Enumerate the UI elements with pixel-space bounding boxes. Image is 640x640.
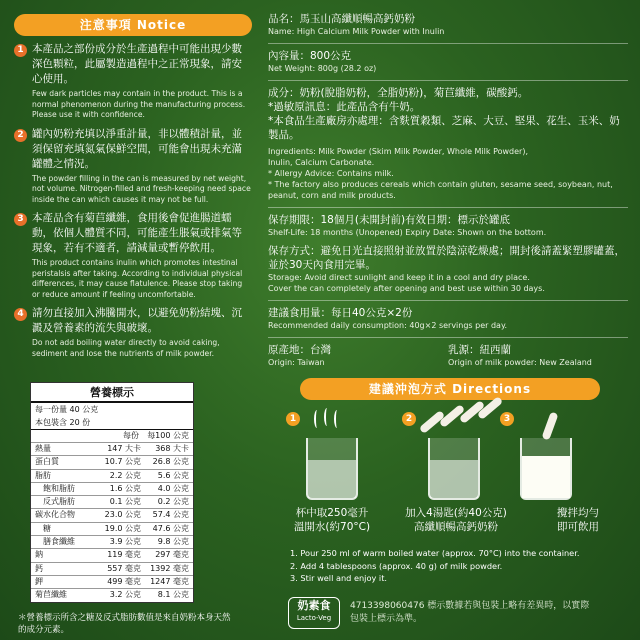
notice-text-en: This product contains inulin which promotes intestinal peristalsis after taking. According to individual physical differences, it may cause flatulence. Please stop taking or reduce amount if feeling uncomfortable. xyxy=(32,258,243,299)
allergy-info: *過敏原訊息：此產品含有牛奶。 xyxy=(268,101,421,113)
nutrient-name: 糖 xyxy=(43,523,51,533)
per-100g-value: 0.2 公克 xyxy=(157,497,189,507)
nutrition-row xyxy=(31,455,193,468)
nutrition-row xyxy=(31,562,193,575)
per-serving-value: 19.0 公克 xyxy=(104,523,141,533)
per-100g-value: 9.8 公克 xyxy=(157,537,189,547)
ingredients-en: Ingredients: Milk Powder (Skim Milk Powder, Whole Milk Powder), xyxy=(268,147,528,156)
step-number: 2 xyxy=(402,412,416,426)
step-1-line1: 杯中取250毫升 xyxy=(295,507,369,519)
shelf-life: 保存期限：18個月(未開封前)有效日期：標示於罐底 xyxy=(268,214,511,226)
glass-milk-icon xyxy=(520,438,572,500)
nutrition-row xyxy=(31,522,193,535)
ingredients-en-2: Inulin, Calcium Carbonate. xyxy=(268,158,375,167)
nutrition-title: 營養標示 xyxy=(31,383,193,403)
nutrient-name: 反式脂肪 xyxy=(43,497,75,507)
notice-title: 注意事項 Notice xyxy=(14,14,252,36)
step-2-line1: 加入4湯匙(約40公克) xyxy=(405,507,507,519)
step-3-line2: 即可飲用 xyxy=(557,521,599,533)
notice-number: 2 xyxy=(14,129,27,142)
per-100g-value: 5.6 公克 xyxy=(157,470,189,480)
per-serving-value: 0.1 公克 xyxy=(109,497,141,507)
per-serving-value: 3.2 公克 xyxy=(109,590,141,600)
nutrition-row xyxy=(31,535,193,548)
lacto-veg-badge xyxy=(288,597,340,629)
per-100g-value: 4.0 公克 xyxy=(157,483,189,493)
nutrient-name: 蛋白質 xyxy=(35,457,59,467)
nutrient-name: 鈉 xyxy=(35,550,43,560)
per-serving-value: 1.6 公克 xyxy=(109,483,141,493)
steam-icon xyxy=(324,408,330,426)
product-name: 品名：馬玉山高纖順暢高鈣奶粉 xyxy=(268,13,415,25)
nutrition-row xyxy=(31,469,193,482)
milk-source-en: Origin of milk powder: New Zealand xyxy=(448,358,592,367)
nutrition-row xyxy=(31,495,193,508)
storage: 保存方式：避免日光直接照射並放置於陰涼乾燥處；開封後請蓋緊塑膠罐蓋，並於30天內食用完畢。 xyxy=(268,245,625,271)
directions-steps xyxy=(278,506,630,534)
nutrient-name: 膳食纖維 xyxy=(43,537,75,547)
origin: 原產地：台灣 xyxy=(268,344,331,356)
badge-zh: 奶素食 xyxy=(297,599,331,612)
origin-block xyxy=(268,343,628,368)
step-number: 1 xyxy=(286,412,300,426)
nutrient-name: 飽和脂肪 xyxy=(43,483,75,493)
nutrient-name: 熱量 xyxy=(35,444,51,453)
nutrition-footnote: ＊營養標示所含之糖及反式脂肪數值是來自奶粉本身天然的成分元素。 xyxy=(18,613,231,635)
direction-en-2: 2. Add 4 tablespoons (approx. 40 g) of milk powder. xyxy=(290,560,503,571)
nutrient-name: 脂肪 xyxy=(35,470,51,480)
nutrient-name: 鉀 xyxy=(35,576,43,586)
steam-icon xyxy=(314,410,320,428)
notice-item xyxy=(14,211,252,300)
per-serving-value: 2.2 公克 xyxy=(109,470,141,480)
nutrition-row xyxy=(31,508,193,521)
nutrition-header xyxy=(31,429,193,442)
per-serving-value: 10.7 公克 xyxy=(104,457,141,467)
notice-text-zh: 請勿直接加入沸騰開水，以避免奶粉結塊、沉澱及營養素的流失與破壞。 xyxy=(32,307,242,334)
product-info xyxy=(268,12,628,368)
direction-en-3: 3. Stir well and enjoy it. xyxy=(290,573,388,583)
factory-en: * The factory also produces cereals which contain gluten, sesame seed, soybean, nut, peanut, corn and milk products. xyxy=(268,180,613,200)
per-100g-value: 1247 毫克 xyxy=(150,576,189,586)
notice-number: 4 xyxy=(14,308,27,321)
servings-per-pack: 本包裝含 20 份 xyxy=(35,418,91,427)
nutrient-name: 碳水化合物 xyxy=(35,510,75,520)
per-100g-value: 57.4 公克 xyxy=(152,510,189,520)
nutrient-name: 鈣 xyxy=(35,563,43,573)
per-serving-value: 119 毫克 xyxy=(107,550,141,560)
per-serving-value: 499 毫克 xyxy=(107,576,141,586)
glass-water-icon xyxy=(428,438,480,500)
glass-water-icon xyxy=(306,438,358,500)
nutrient-name: 菊苣纖維 xyxy=(35,590,67,600)
notice-text-en: Few dark particles may contain in the product. This is a normal phenomenon during the manufacturing process. Please use it with confidence. xyxy=(32,89,246,119)
per-100g-value: 1392 毫克 xyxy=(150,563,189,573)
net-weight-en: Net Weight: 800g (28.2 oz) xyxy=(268,64,377,73)
shelf-life-en: Shelf-Life: 18 months (Unopened) Expiry Date: Shown on the bottom. xyxy=(268,228,547,237)
directions-illustration xyxy=(278,408,630,518)
notice-item xyxy=(14,127,252,206)
daily-dose-en: Recommended daily consumption: 40g×2 servings per day. xyxy=(268,321,508,330)
origin-en: Origin: Taiwan xyxy=(268,358,325,367)
directions-en xyxy=(290,547,630,585)
nutrition-row xyxy=(31,575,193,588)
notice-text-zh: 本產品含有菊苣纖維，食用後會促進腸道蠕動，依個人體質不同，可能產生脹氣或排氣等現象，若有不適者，請減量或暫停飲用。 xyxy=(32,212,242,254)
nutrition-table xyxy=(30,382,194,603)
notice-number: 3 xyxy=(14,213,27,226)
storage-en-2: Cover the can completely after opening and best use within 30 days. xyxy=(268,284,545,293)
per-serving-header: 每份 xyxy=(123,431,139,440)
notice-number: 1 xyxy=(14,44,27,57)
notice-text-en: Do not add boiling water directly to avoid caking, sediment and lose the nutrients of milk powder. xyxy=(32,338,220,358)
allergy-en: * Allergy Advice: Contains milk. xyxy=(268,169,394,178)
factory-info: *本食品生產廠房亦處理：含麩質穀類、芝麻、大豆、堅果、花生、玉米、奶製品。 xyxy=(268,115,620,141)
disclaimer: 4713398060476 標示數據若與包裝上略有差異時，以實際包裝上標示為準。 xyxy=(350,601,590,624)
direction-en-1: 1. Pour 250 ml of warm boiled water (approx. 70°C) into the container. xyxy=(290,548,580,558)
notice-item xyxy=(14,306,252,359)
per-100g-value: 368 大卡 xyxy=(155,444,189,453)
per-100g-value: 26.8 公克 xyxy=(152,457,189,467)
per-100g-value: 8.1 公克 xyxy=(157,590,189,600)
nutrition-row xyxy=(31,588,193,601)
per-serving-value: 23.0 公克 xyxy=(104,510,141,520)
serving-size: 每一份量 40 公克 xyxy=(35,405,99,414)
notice-text-zh: 罐內奶粉充填以淨重計量，非以體積計量，並須保留充填氮氣保鮮空間，可能會出現未充滿罐體之情況。 xyxy=(32,127,242,170)
steam-icon xyxy=(334,410,340,428)
per-serving-value: 557 毫克 xyxy=(107,563,141,573)
per-100g-value: 47.6 公克 xyxy=(152,523,189,533)
step-1-line2: 溫開水(約70°C) xyxy=(293,521,371,533)
notice-section xyxy=(14,14,252,359)
product-name-en: Name: High Calcium Milk Powder with Inulin xyxy=(268,27,445,36)
nutrition-row xyxy=(31,548,193,561)
stir-spoon-icon xyxy=(541,411,558,440)
notice-item xyxy=(14,42,252,121)
step-3-line1: 攪拌均勻 xyxy=(557,507,599,519)
per-100g-value: 297 毫克 xyxy=(155,550,189,560)
directions-title: 建議沖泡方式 Directions xyxy=(300,378,600,400)
daily-dose: 建議食用量：每日40公克×2份 xyxy=(268,307,413,319)
net-weight: 內容量：800公克 xyxy=(268,50,352,62)
nutrition-row xyxy=(31,482,193,495)
ingredients: 成分：奶粉(脫脂奶粉，全脂奶粉)，菊苣纖維，碳酸鈣。 xyxy=(268,87,529,99)
step-number: 3 xyxy=(500,412,514,426)
per-serving-value: 3.9 公克 xyxy=(109,537,141,547)
milk-source: 乳源：紐西蘭 xyxy=(448,344,511,356)
per-serving-value: 147 大卡 xyxy=(107,444,141,453)
per-100g-header: 每100 公克 xyxy=(147,431,189,440)
notice-text-zh: 本產品之部份成分於生產過程中可能出現少數深色顆粒，此屬製造過程中之正常現象，請安心使用。 xyxy=(32,43,242,85)
badge-en: Lacto-Veg xyxy=(296,614,332,622)
step-2-line2: 高纖順暢高鈣奶粉 xyxy=(414,521,498,533)
nutrition-row xyxy=(31,442,193,455)
notice-text-en: The powder filling in the can is measured by net weight, not volume. Nitrogen-filled and fresh-keeping need space inside the can which causes it may not be full. xyxy=(32,173,251,204)
storage-en: Storage: Avoid direct sunlight and keep it in a cool and dry place. xyxy=(268,273,530,282)
